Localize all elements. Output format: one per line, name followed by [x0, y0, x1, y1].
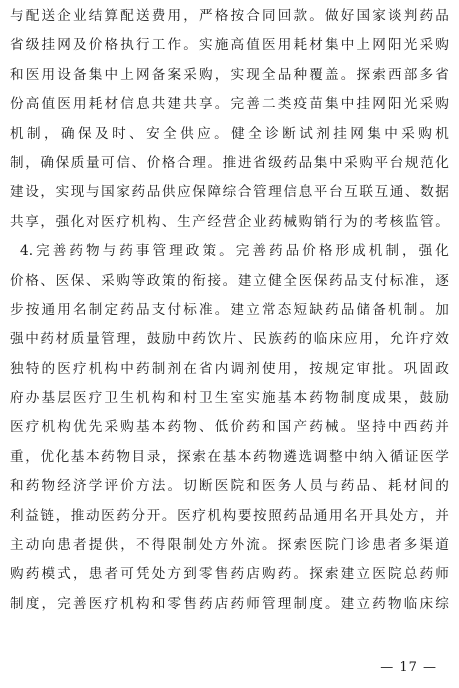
body-line: 和药物经济学评价方法。切断医院和医务人员与药品、耗材间的 — [10, 478, 449, 495]
body-line: 强中药材质量管理，鼓励中药饮片、民族药的临床应用，允许疗效 — [10, 331, 449, 348]
body-line: 独特的医疗机构中药制剂在省内调剂使用，按规定审批。巩固政 — [10, 360, 449, 377]
body-line: 制，确保质量可信、价格合理。推进省级药品集中采购平台规范化 — [10, 154, 449, 171]
body-line: 制度，完善医疗机构和零售药店药师管理制度。建立药物临床综 — [10, 595, 449, 612]
body-line: 建设，实现与国家药品供应保障综合管理信息平台互联互通、数据 — [10, 184, 449, 201]
body-line: 重，优化基本药物目录，探索在基本药物遴选调整中纳入循证医学 — [10, 448, 449, 465]
section-heading-line: 4.完善药物与药事管理政策。完善药品价格形成机制，强化 — [20, 243, 449, 260]
body-line: 份高值医用耗材信息共建共享。完善二类疫苗集中挂网阳光采购 — [10, 96, 449, 113]
body-line: 利益链，推动医药分开。医疗机构要按照药品通用名开具处方，并 — [10, 507, 449, 524]
page-number: — 17 — — [380, 660, 437, 675]
body-line: 购药模式，患者可凭处方到零售药店购药。探索建立医院总药师 — [10, 566, 449, 583]
body-line: 和医用设备集中上网备案采购，实现全品种覆盖。探索西部多省 — [10, 66, 449, 83]
body-line: 共享，强化对医疗机构、生产经营企业药械购销行为的考核监管。 — [10, 213, 449, 230]
body-line: 步按通用名制定药品支付标准。建立常态短缺药品储备机制。加 — [10, 301, 449, 318]
body-line: 机制，确保及时、安全供应。健全诊断试剂挂网集中采购机 — [10, 125, 449, 142]
body-line: 医疗机构优先采购基本药物、低价药和国产药械。坚持中西药并 — [10, 419, 449, 436]
body-line: 价格、医保、采购等政策的衔接。建立健全医保药品支付标准，逐 — [10, 272, 449, 289]
body-line: 省级挂网及价格执行工作。实施高值医用耗材集中上网阳光采购 — [10, 37, 449, 54]
body-line: 主动向患者提供，不得限制处方外流。探索医院门诊患者多渠道 — [10, 537, 449, 554]
body-line: 府办基层医疗卫生机构和村卫生室实施基本药物制度成果，鼓励 — [10, 390, 449, 407]
body-line: 与配送企业结算配送费用，严格按合同回款。做好国家谈判药品 — [10, 8, 449, 24]
